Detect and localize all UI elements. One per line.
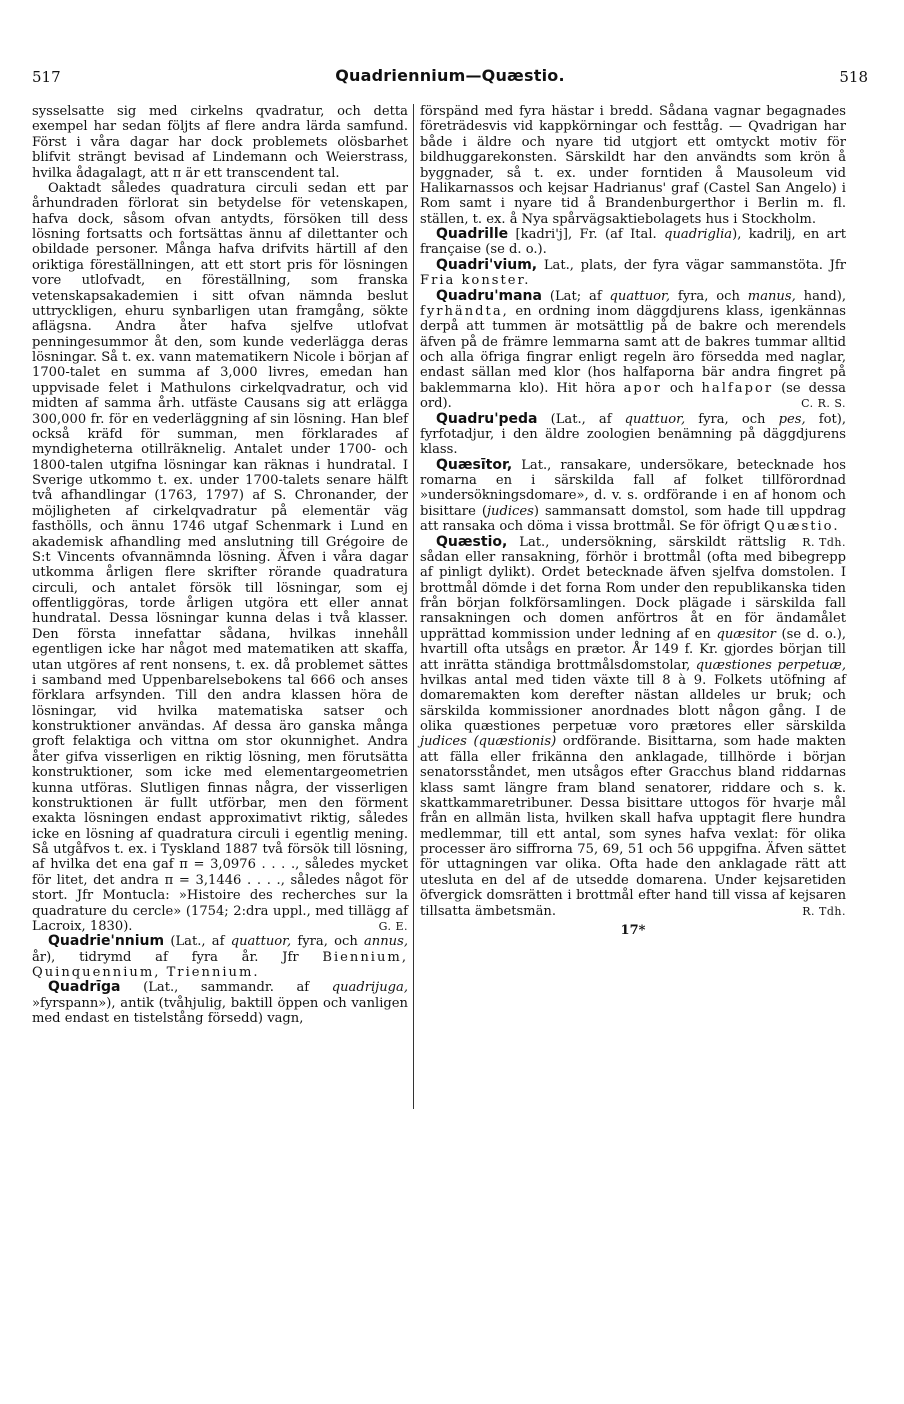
author-signature: C. R. S. bbox=[801, 397, 846, 411]
headword: Quadru'peda bbox=[436, 410, 538, 427]
column-divider bbox=[413, 104, 414, 1109]
cross-reference: apor bbox=[623, 380, 662, 396]
signature-mark: 17* bbox=[620, 922, 646, 938]
cross-reference: Fria konster. bbox=[420, 273, 531, 289]
headword: Quadri'vium, bbox=[436, 256, 538, 273]
left-column bbox=[32, 104, 408, 1404]
author-signature: R. Tdh. bbox=[802, 904, 846, 918]
headword: Quadrie'nnium bbox=[48, 933, 165, 950]
headword: Quæsītor, bbox=[436, 456, 513, 473]
running-header bbox=[32, 64, 868, 92]
paragraph: sysselsatte sig med cirkelns qvadratur, och detta exempel har sedan följts af flere andra lärda samfund. Först i våra dagar har dock problemets olösbarhet blifvit strängt bevisad af Lindemann och Weierstrass, hvilka ådagalagt, att π är ett transcendent tal. bbox=[32, 104, 408, 181]
paragraph: förspänd med fyra hästar i bredd. Sådana vagnar begagnades företrädesvis vid kappkörningar och festtåg. — Qvadrigan har både i äldre och nyare tid utgjort ett omtyckt motiv för bildhuggarekonsten. Särskildt har den användts som krön å byggnader, så t. ex. under forntiden å Mausoleum vid Halikarnassos och kejsar Hadrianus' graf (Castel San Angelo) i Rom samt i nyare tid å Brandenburgerthor i Berlin m. fl. ställen, t. ex. å Nya spårvägsaktiebolagets hus i Stockholm. bbox=[420, 104, 846, 227]
right-column bbox=[420, 104, 846, 1404]
author-signature: G. E. bbox=[378, 919, 408, 933]
entry-quadriga: Quadrīga (Lat., sammandr. af quadrijuga, »fyrspann»), antik (tvåhjulig, baktill öppen och vanligen med endast en tistelstång försedd) vagn, bbox=[32, 979, 408, 1027]
page-number-left: 517 bbox=[32, 68, 61, 86]
headword: Quæstio, bbox=[436, 533, 508, 550]
author-signature: R. Tdh. bbox=[802, 535, 846, 549]
headword: Quadrīga bbox=[48, 979, 121, 996]
entry-quadrivium: Quadri'vium, Lat., plats, der fyra vägar sammanstöta. Jfr Fria konster. bbox=[420, 256, 846, 289]
entry-quaesitor: Quæsītor, Lat., ransakare, undersökare, betecknade hos romarna en i särskilda fall af folket tillförordnad »undersökningsdomare», d. v. s. ordförande i en af honom och bisittare (judices) sammansatt domstol, som hade till uppdrag att ransaka och döma i vissa brottmål. Se för öfrigt Quæstio. R. Tdh. bbox=[420, 456, 846, 549]
entry-quadrumana: Quadru'mana (Lat; af quattuor, fyra, och manus, hand), fyrhändta, en ordning inom däggdjurens klass, igenkännas derpå att tummen är motsättlig på de bakre och merendels äfven på de främre lemmarna samt att de bakres tummar alltid och alla öfriga fingrar enligt regeln äro försedda med naglar, endast sällan med klor (hos halfaporna bär andra fingret på baklemmarna klo). Hit höra apor och halfapor (se dessa ord). C. R. S. bbox=[420, 287, 846, 412]
headword: Quadrille bbox=[436, 226, 509, 242]
paragraph bbox=[32, 181, 408, 934]
headword: Quadru'mana bbox=[436, 287, 542, 304]
page-title: Quadriennium—Quæstio. bbox=[335, 66, 565, 85]
cross-reference: halfapor bbox=[701, 380, 774, 396]
cross-reference: Quæstio. bbox=[764, 519, 840, 535]
cross-reference: Biennium, Quinquennium, Triennium. bbox=[32, 949, 408, 980]
entry-quadrupeda: Quadru'peda (Lat., af quattuor, fyra, och pes, fot), fyrfotadjur, i den äldre zoologien benämning på däggdjurens klass. bbox=[420, 410, 846, 458]
paragraph-text: Oaktadt således quadratura circuli sedan ett par århundraden förlorat sin betydelse för vetenskapen, hafva dock, såsom ofvan antydts, försöken till dess lösning fortsatts och fortsättas ännu af dilettanter och obildade personer. Många hafva drifvits härtill af den oriktiga föreställningen, att ett stort pris för lösningen vore utlofvadt, en föreställning, som franska vetenskapsakademien i sitt ofvan nämnda beslut uttryckligen, ehuru synbarligen utan framgång, sökte aflägsna. Andra åter hafva sjelfve utlofvat penningesummor åt den, som kunde vederlägga deras lösningar. Så t. ex. vann matematikern Nicole i början af 1700-talet en summa af 3,000 livres, emedan han uppvisade felet i Mathulons cirkelqvadratur, och vid midten af samma årh. utfäste Causans sig att erlägga 300,000 fr. för en vederläggning af sin lösning. Han blef också kräfd för summan, men förklarades af myndigheterna otillräknelig. Antalet under 1700- och 1800-talen utgifna lösningar kan räknas i hundratal. I Sverige utkommo t. ex. under 1700-talets senare hälft två afhandlingar (1763, 1797) af S. Chronander, der möjligheten af cirkelqvadratur på elementär väg fasthölls, och ännu 1746 utgaf Schenmark i Lund en akademisk afhandling med anslutning till Grégoire de S:t Vincents ofvannämnda lösning. Äfven i våra dagar utkomma årligen flere skrifter rörande quadratura circuli, och antalet försök till lösningar, som ej offentliggöras, torde årligen utgöra ett eller annat hundratal. Dessa lösningar kunna delas i två klasser. Den första innefattar sådana, hvilkas innehåll egentligen icke har något med matematiken att skaffa, utan utgöres af rent nonsens, t. ex. då problemet sättes i samband med Uppenbarelsebokens tal 666 och anses förklara arfsynden. Till den andra klassen höra de lösningar, vid hvilka matematiska satser och konstruktioner användas. Af dessa äro ganska många groft felaktiga och vittna om stor okunnighet. Andra åter gifva visserligen en riktig lösning, men förutsätta konstruktioner, som icke med elementargeometrien kunna utföras. Slutligen finnas några, der visserligen konstruktionen är fullt utförbar, men den förment exakta lösningen endast approximativt riktig, således icke en lösning af quadratura circuli i egentlig mening. Så utgåfvos t. ex. i Tyskland 1887 två försök till lösning, af hvilka det ena gaf π = 3,0976 . . . ., således mycket för litet, det andra π = 3,1446 . . . ., således något för stort. Jfr Montucla: »Histoire des recherches sur la quadrature du cercle» (1754; 2:dra uppl., med tillägg af Lacroix, 1830). bbox=[32, 180, 408, 934]
page-number-right: 518 bbox=[839, 68, 868, 86]
entry-quadriennium: Quadrie'nnium (Lat., af quattuor, fyra, och annus, år), tidrymd af fyra år. Jfr Biennium, Quinquennium, Triennium. bbox=[32, 933, 408, 980]
entry-quaestio: Quæstio, Lat., undersökning, särskildt rättslig sådan eller ransakning, förhör i brottmål (ofta med bibegrepp af pinligt dylikt). Ordet betecknade äfven sjelfva domstolen. I brottmål dömde i det forna Rom under den republikanska tiden från början folkförsamlingen. Dock plägade i särskilda fall ransakningen och domen anförtros åt en för ändamålet upprättad kommission under ledning af en quæsitor (se d. o.), hvartill ofta utsågs en prætor. År 149 f. Kr. gjordes början till att inrätta ständiga brottmålsdomstolar, quæstiones perpetuæ, hvilkas antal med tiden växte till 8 à 9. Folkets utöfning af domaremakten kom derefter nästan alldeles ur bruk; och särskilda kommissioner anordnades blott någon gång. I de olika quæstiones perpetuæ voro prætores eller särskilda judices (quæstionis) ordförande. Bisittarna, som hade makten att fälla eller frikänna den anklagade, tillhörde i början senatorsståndet, men utsågos efter Gracchus bland riddarnas klass samt längre fram bland senatorer, riddare och s. k. skattkammaretribuner. Dessa bisittare uttogos för hvarje mål från en allmän lista, hvilken skall hafva upptagit flere hundra medlemmar, till ett antal, som synes hafva vexlat: för olika processer äro siffrorna 75, 69, 51 och 56 uppgifna. Äfven sättet för uttagningen var olika. Ofta hade den anklagade rätt att utesluta en del af de utsedde domarena. Under kejsaretiden öfvergick domsrätten i brottmål efter hand till vissa af kejsaren tillsatta ämbetsmän. R. Tdh. bbox=[420, 533, 846, 919]
entry-quadrille: Quadrille [kadri'j], Fr. (af Ital. quadriglia), kadrilj, en art française (se d. o.). bbox=[420, 226, 846, 258]
